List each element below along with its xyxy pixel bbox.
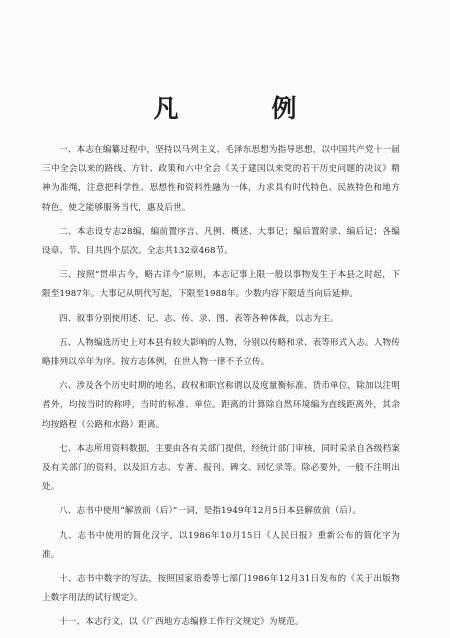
guideline-item-4: 四、叙事分别使用述、记、志、传、录、图、表等各种体裁，以志为主。: [59, 313, 339, 324]
guideline-item-3: 三、按照“贯串古今，略古详今”原则，本志记事上限一般以事物发生于本县之时起，下限至1987年。大事记从明代写起，下限至1988年。少数内容下限适当向后延伸。: [42, 270, 400, 300]
page-title: 凡 例: [153, 94, 331, 123]
guidelines-list: [42, 141, 400, 638]
guideline-item-2: 二、本志设专志28编，编前置序言、凡例、概述、大事记；编后置附录、编后记；各编设章、节、目共四个层次。全志共132章468节。: [42, 226, 400, 257]
guideline-item-8: 八、志书中使用“解放前（后）”一词，是指1949年12月5日本县解放前（后）。: [59, 506, 362, 517]
guideline-item-11: 十一、本志行文，以《广西地方志编修工作行文规定》为规范。: [59, 617, 304, 628]
guideline-item-7: 七、本志所用资料数据，主要由各有关部门提供，经统计部门审核，同时采录自各级档案及有关部门的资料，以及旧方志、专著、报刊、碑文、回忆录等。除必要外，一般不注明出处。: [42, 443, 401, 493]
guideline-item-5: 五、人物编选历史上对本县有较大影响的人物，分别以传略和录、表等形式入志。人物传略排列以卒年为序。按方志体例，在世人物一律不予立传。: [42, 337, 401, 368]
guideline-item-10: 十、志书中数字的写法，按照国家语委等七部门1986年12月31日发布的《关于出版物上数字用法的试行规定》。: [42, 574, 400, 604]
guideline-item-6: 六、涉及各个历史时期的地名、政权和职官称谓以及度量衡标准、货币单位，除加以注明者外，均按当时的称呼，当时的标准、单位。距离的计算除自然环境编为直线距离外，其余均按路程（公路和水路）距离。: [42, 381, 401, 430]
guideline-item-1: 一、本志在编纂过程中，坚持以马列主义、毛泽东思想为指导思想，以中国共产党十一届三中全会以来的路线、方针、政策和六中全会《关于建国以来党的若干历史问题的决议》精神为准绳，注意把科学性、思想性和资料性融为一体，力求具有时代特色、民族特色和地方特色，使之能够服务当代，惠及后世。: [42, 145, 401, 213]
guideline-item-9: 九、志书中使用的简化汉字，以1986年10月15日《人民日报》重新公布的简化字为准。: [42, 530, 400, 560]
